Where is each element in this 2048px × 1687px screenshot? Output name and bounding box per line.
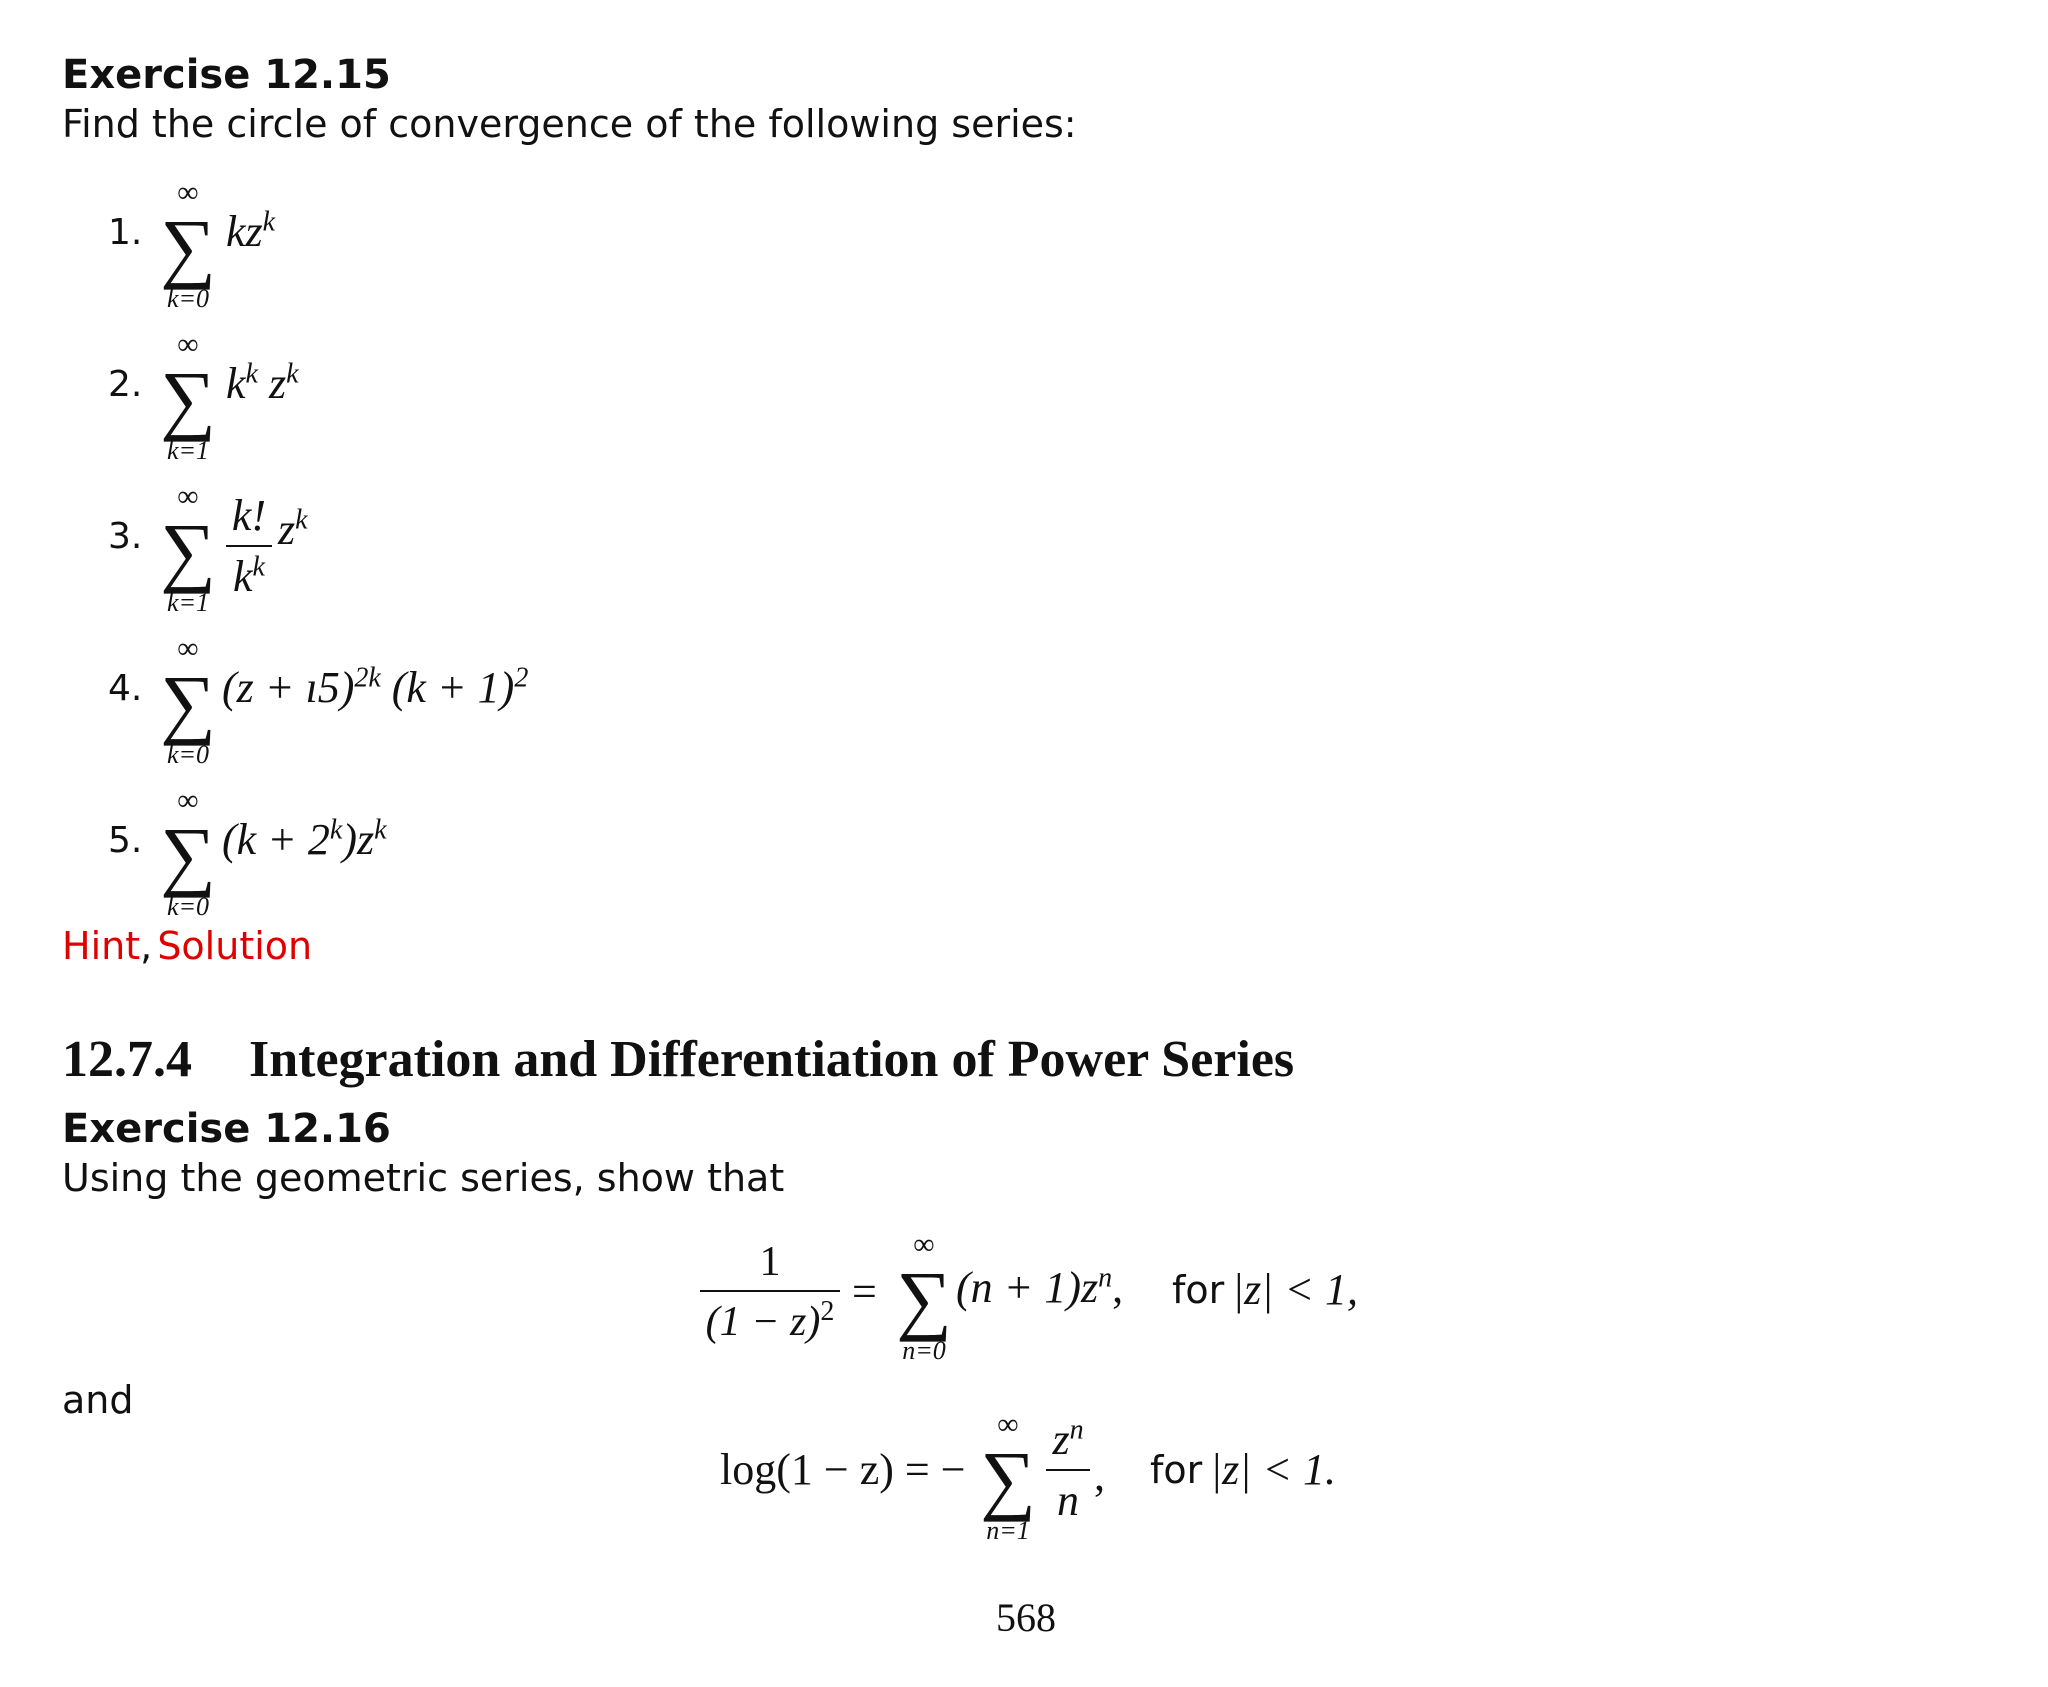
- solution-link[interactable]: Solution: [157, 924, 313, 968]
- term-base: (z + ı5): [222, 663, 355, 712]
- fraction-numerator: $z^n$: [1052, 1414, 1084, 1464]
- term-exponent: k: [245, 358, 258, 390]
- exercise-title: Exercise 12.16: [62, 1106, 391, 1152]
- section-title: Integration and Differentiation of Power Series: [249, 1031, 1295, 1088]
- sum-symbol: [158, 178, 218, 312]
- fraction-denominator: n: [1057, 1476, 1079, 1525]
- term-base-2: (k + 1): [391, 663, 515, 712]
- sum-upper: ∞: [177, 784, 199, 817]
- log-lhs: log(1 − z) = −: [720, 1445, 966, 1494]
- hint-solution-links: [62, 924, 312, 968]
- sum-lower: k=0: [166, 892, 210, 921]
- series-term: [226, 358, 299, 409]
- section-heading: [62, 1030, 1294, 1089]
- exercise-title: Exercise 12.15: [62, 52, 391, 98]
- link-separator: ,: [140, 924, 153, 968]
- comma: ,: [1094, 1451, 1105, 1500]
- fraction-numerator: k!: [231, 491, 267, 540]
- fraction: [700, 1238, 840, 1346]
- section-number: 12.7.4: [62, 1031, 192, 1088]
- sigma-glyph: ∑: [980, 1435, 1036, 1522]
- term-base-2: )z: [342, 815, 375, 864]
- fraction-bar: [700, 1290, 840, 1292]
- sum-upper: ∞: [997, 1408, 1019, 1441]
- sum-upper: ∞: [177, 176, 199, 209]
- sigma-glyph: ∑: [160, 659, 216, 746]
- item-number: 3.: [108, 516, 143, 557]
- term-exponent-2: k: [286, 358, 299, 390]
- term-exponent: k: [295, 504, 308, 536]
- sigma-glyph: ∑: [160, 507, 216, 594]
- sum-symbol: [158, 330, 218, 464]
- condition-math: |z| < 1,: [1232, 1265, 1359, 1314]
- term-exponent-2: 2: [514, 662, 529, 694]
- sum-upper: ∞: [177, 328, 199, 361]
- item-number: 2.: [108, 364, 143, 405]
- fraction: [1046, 1414, 1090, 1526]
- condition-math: |z| < 1.: [1210, 1445, 1337, 1494]
- conjunction-text: and: [62, 1378, 134, 1422]
- item-number: 1.: [108, 212, 143, 253]
- sum-lower: k=1: [166, 588, 210, 617]
- sum-symbol: [894, 1230, 954, 1364]
- term-exponent: 2k: [354, 662, 381, 694]
- term-base: k: [226, 359, 246, 408]
- term-exponent-2: k: [374, 814, 387, 846]
- series-term: $(n + 1)z^n$,: [956, 1262, 1124, 1312]
- sum-lower: n=0: [902, 1336, 946, 1365]
- condition-word: for: [1172, 1268, 1225, 1312]
- fraction-bar: [226, 545, 272, 547]
- series-term: [222, 662, 528, 713]
- sigma-glyph: ∑: [160, 203, 216, 290]
- term-exponent: k: [262, 206, 276, 238]
- fraction-denominator: $(1 - z)^2$: [705, 1296, 835, 1345]
- sum-lower: k=0: [166, 740, 210, 769]
- term-base: z: [278, 505, 296, 554]
- sum-upper: ∞: [177, 480, 199, 513]
- sum-lower: k=1: [166, 436, 210, 465]
- sigma-glyph: ∑: [160, 355, 216, 442]
- fraction-denominator: $k^k$: [233, 551, 265, 601]
- exercise-prompt: Using the geometric series, show that: [62, 1156, 785, 1200]
- term-exponent: k: [329, 814, 343, 846]
- hint-link[interactable]: Hint: [62, 924, 141, 968]
- fraction: [226, 490, 272, 602]
- item-number: 4.: [108, 668, 143, 709]
- sum-upper: ∞: [913, 1228, 935, 1261]
- sum-upper: ∞: [177, 632, 199, 665]
- equals-sign: =: [852, 1267, 877, 1316]
- sum-symbol: [158, 786, 218, 920]
- fraction-bar: [1046, 1469, 1090, 1471]
- sigma-glyph: ∑: [896, 1255, 952, 1342]
- sum-lower: k=0: [166, 284, 210, 313]
- item-number: 5.: [108, 820, 143, 861]
- condition-word: for: [1150, 1448, 1203, 1492]
- sigma-glyph: ∑: [160, 811, 216, 898]
- term-base-2: z: [268, 359, 287, 408]
- sum-symbol: [158, 634, 218, 768]
- series-term: [222, 814, 387, 865]
- series-term: [226, 206, 275, 257]
- term-base: kz: [226, 207, 263, 256]
- fraction-numerator: 1: [759, 1239, 781, 1285]
- sum-lower: n=1: [986, 1516, 1030, 1545]
- series-term: [278, 504, 308, 555]
- term-base: (k + 2: [222, 815, 330, 864]
- sum-symbol: [978, 1410, 1038, 1544]
- sum-symbol: [158, 482, 218, 616]
- page-number: 568: [996, 1595, 1056, 1640]
- exercise-prompt: Find the circle of convergence of the following series:: [62, 102, 1077, 146]
